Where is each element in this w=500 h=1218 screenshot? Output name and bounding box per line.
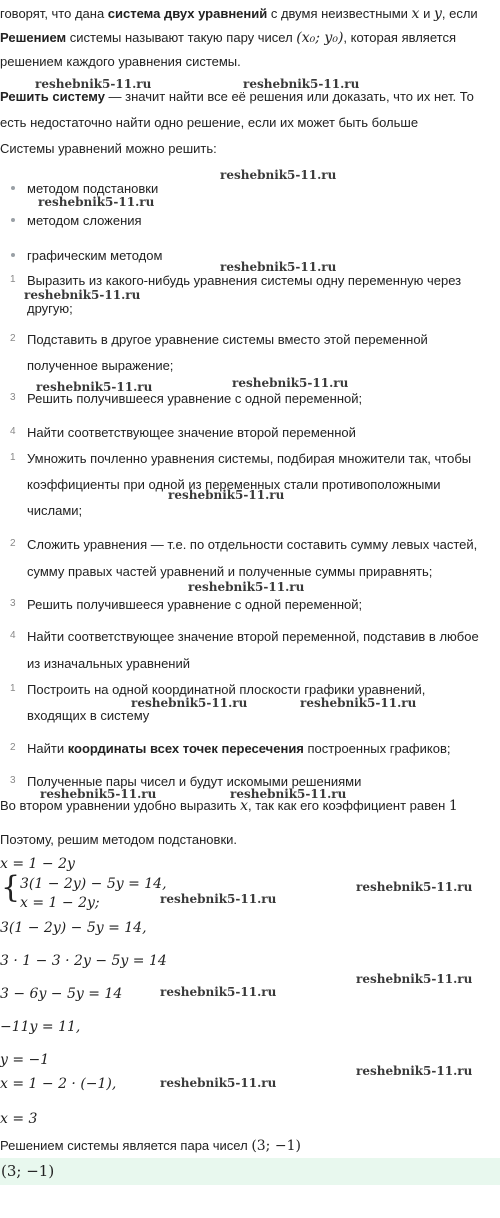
watermark: reshebnik5-11.ru — [40, 787, 157, 801]
equation: 3 − 6y − 5y = 14 — [0, 986, 123, 1002]
addition-step-1-cont2: числами; — [27, 503, 83, 518]
addition-step-1: Умножить почленно уравнения системы, подбирая множители так, чтобы — [27, 451, 472, 466]
watermark: reshebnik5-11.ru — [38, 195, 155, 209]
step-number: 4 — [10, 426, 16, 437]
watermark: reshebnik5-11.ru — [188, 580, 305, 594]
watermark: reshebnik5-11.ru — [230, 787, 347, 801]
substitution-step-2: Подставить в другое уравнение системы вместо этой переменной — [27, 332, 428, 347]
system-equation-2: x = 1 − 2y; — [20, 895, 100, 911]
watermark: reshebnik5-11.ru — [160, 1076, 277, 1090]
equation: y = −1 — [0, 1052, 50, 1068]
addition-step-3: Решить получившееся уравнение с одной переменной; — [27, 597, 363, 612]
step-number: 2 — [10, 538, 16, 549]
addition-step-1-cont: коэффициенты при одной из переменных стали противоположными — [27, 477, 441, 492]
addition-step-2-cont: сумму правых частей уравнений и полученные суммы приравнять; — [27, 564, 433, 579]
watermark: reshebnik5-11.ru — [24, 288, 141, 302]
addition-step-4-cont: из изначальных уравнений — [27, 656, 191, 671]
watermark: reshebnik5-11.ru — [160, 892, 277, 906]
step-number: 1 — [10, 274, 16, 285]
step-number: 3 — [10, 392, 16, 403]
watermark: reshebnik5-11.ru — [356, 972, 473, 986]
watermark: reshebnik5-11.ru — [168, 488, 285, 502]
intro-line-1: говорят, что дана система двух уравнений с двумя неизвестными x и y, если — [0, 6, 478, 22]
substitution-step-1-cont: другую; — [27, 301, 73, 316]
substitution-step-2-cont: полученное выражение; — [27, 358, 174, 373]
watermark: reshebnik5-11.ru — [232, 376, 349, 390]
equation: −11y = 11, — [0, 1019, 81, 1035]
addition-step-4: Найти соответствующее значение второй переменной, подставив в любое — [27, 629, 479, 644]
intro-line-4: Решить систему — значит найти все её решения или доказать, что их нет. То — [0, 89, 474, 104]
step-number: 1 — [10, 683, 16, 694]
graphic-step-2: Найти координаты всех точек пересечения построенных графиков; — [27, 741, 451, 756]
substitution-step-3: Решить получившееся уравнение с одной переменной; — [27, 391, 363, 406]
equation: 3 · 1 − 3 · 2y − 5y = 14 — [0, 953, 167, 969]
step-number: 2 — [10, 742, 16, 753]
step-number: 1 — [10, 452, 16, 463]
watermark: reshebnik5-11.ru — [220, 168, 337, 182]
intro-line-6: Системы уравнений можно решить: — [0, 141, 217, 156]
watermark: reshebnik5-11.ru — [131, 696, 248, 710]
equation: x = 3 — [0, 1111, 38, 1127]
bullet-icon — [11, 186, 15, 190]
watermark: reshebnik5-11.ru — [35, 77, 152, 91]
equation: x = 1 − 2 · (−1), — [0, 1076, 117, 1092]
method-item: графическим методом — [27, 248, 163, 263]
answer-box — [0, 1158, 500, 1185]
answer-value: (3; −1) — [1, 1162, 55, 1180]
equation: x = 1 − 2y — [0, 856, 75, 872]
system-equation-1: 3(1 − 2y) − 5y = 14, — [20, 876, 167, 892]
intro-line-3: решением каждого уравнения системы. — [0, 54, 241, 69]
step-number: 2 — [10, 333, 16, 344]
substitution-step-1: Выразить из какого-нибудь уравнения системы одну переменную через — [27, 273, 462, 288]
watermark: reshebnik5-11.ru — [36, 380, 153, 394]
method-item: методом сложения — [27, 213, 142, 228]
step-number: 3 — [10, 775, 16, 786]
intro-line-5: есть недостаточно найти одно решение, если их может быть больше — [0, 115, 419, 130]
watermark: reshebnik5-11.ru — [160, 985, 277, 999]
step-number: 3 — [10, 598, 16, 609]
watermark: reshebnik5-11.ru — [300, 696, 417, 710]
graphic-step-1: Построить на одной координатной плоскости графики уравнений, — [27, 682, 426, 697]
substitution-step-4: Найти соответствующее значение второй переменной — [27, 425, 356, 440]
intro-line-2: Решением системы называют такую пару чисел (x₀; y₀), которая является — [0, 30, 456, 46]
method-item: методом подстановки — [27, 181, 159, 196]
method-note: Поэтому, решим методом подстановки. — [0, 832, 238, 847]
bullet-icon — [11, 253, 15, 257]
addition-step-2: Сложить уравнения — т.е. по отдельности составить сумму левых частей, — [27, 537, 478, 552]
watermark: reshebnik5-11.ru — [220, 260, 337, 274]
result-line: Решением системы является пара чисел (3; −1) — [0, 1138, 301, 1154]
graphic-step-1-cont: входящих в систему — [27, 708, 150, 723]
equation: 3(1 − 2y) − 5y = 14, — [0, 920, 147, 936]
watermark: reshebnik5-11.ru — [356, 880, 473, 894]
graphic-step-3: Полученные пары чисел и будут искомыми решениями — [27, 774, 362, 789]
bullet-icon — [11, 218, 15, 222]
step-number: 4 — [10, 630, 16, 641]
system-brace-icon: { — [1, 870, 21, 905]
watermark: reshebnik5-11.ru — [243, 77, 360, 91]
solution-note: Во втором уравнении удобно выразить x, так как его коэффициент равен 1 — [0, 798, 458, 814]
watermark: reshebnik5-11.ru — [356, 1064, 473, 1078]
